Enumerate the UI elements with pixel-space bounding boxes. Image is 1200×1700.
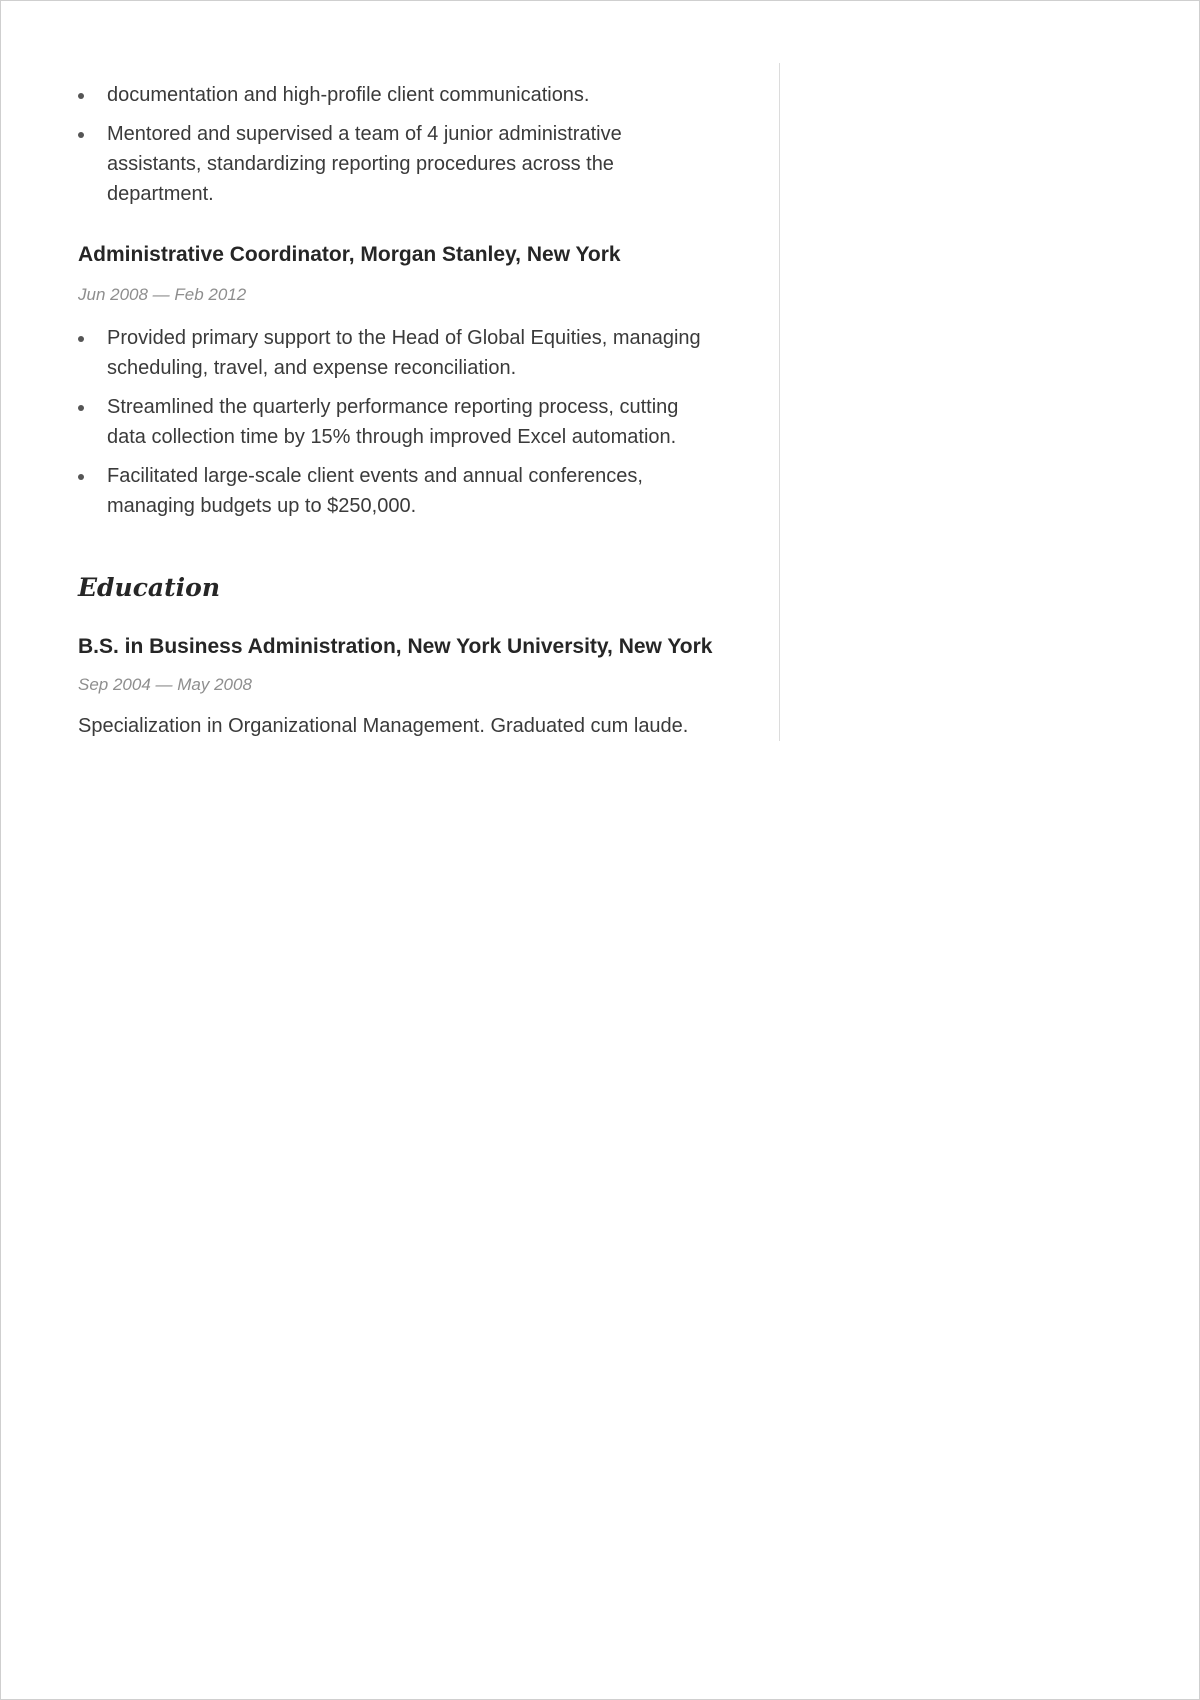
bullet-icon: [78, 405, 84, 411]
education-dates: Sep 2004 — May 2008: [78, 675, 252, 694]
bullet-icon: [78, 474, 84, 480]
column-divider: [779, 63, 780, 741]
bullet-text: documentation and high-profile client communications.: [107, 84, 590, 106]
job-title: Administrative Coordinator, Morgan Stanley, New York: [78, 243, 621, 266]
bullet-text: Facilitated large-scale client events and annual conferences, managing budgets up to $250,000.: [107, 465, 643, 517]
main-column: [78, 61, 718, 741]
bullet-icon: [78, 132, 84, 138]
bullet-text: Provided primary support to the Head of Global Equities, managing scheduling, travel, and expense reconciliation.: [107, 327, 701, 379]
previous-job-bullets: [78, 80, 718, 209]
bullet-text: Streamlined the quarterly performance reporting process, cutting data collection time by 15% through improved Excel automation.: [107, 396, 679, 448]
list-item: [78, 392, 718, 452]
education-description: Specialization in Organizational Management. Graduated cum laude.: [78, 715, 689, 737]
list-item: [78, 461, 718, 521]
bullet-icon: [78, 336, 84, 342]
education-heading: Education: [78, 573, 221, 602]
list-item: [78, 323, 718, 383]
list-item: [78, 119, 718, 209]
job-dates: Jun 2008 — Feb 2012: [78, 285, 247, 304]
bullet-icon: [78, 93, 84, 99]
degree-title: B.S. in Business Administration, New York University, New York: [78, 635, 713, 658]
list-item: [78, 80, 718, 110]
job-bullets: [78, 323, 718, 521]
bullet-text: Mentored and supervised a team of 4 junior administrative assistants, standardizing reporting procedures across the department.: [107, 123, 622, 205]
